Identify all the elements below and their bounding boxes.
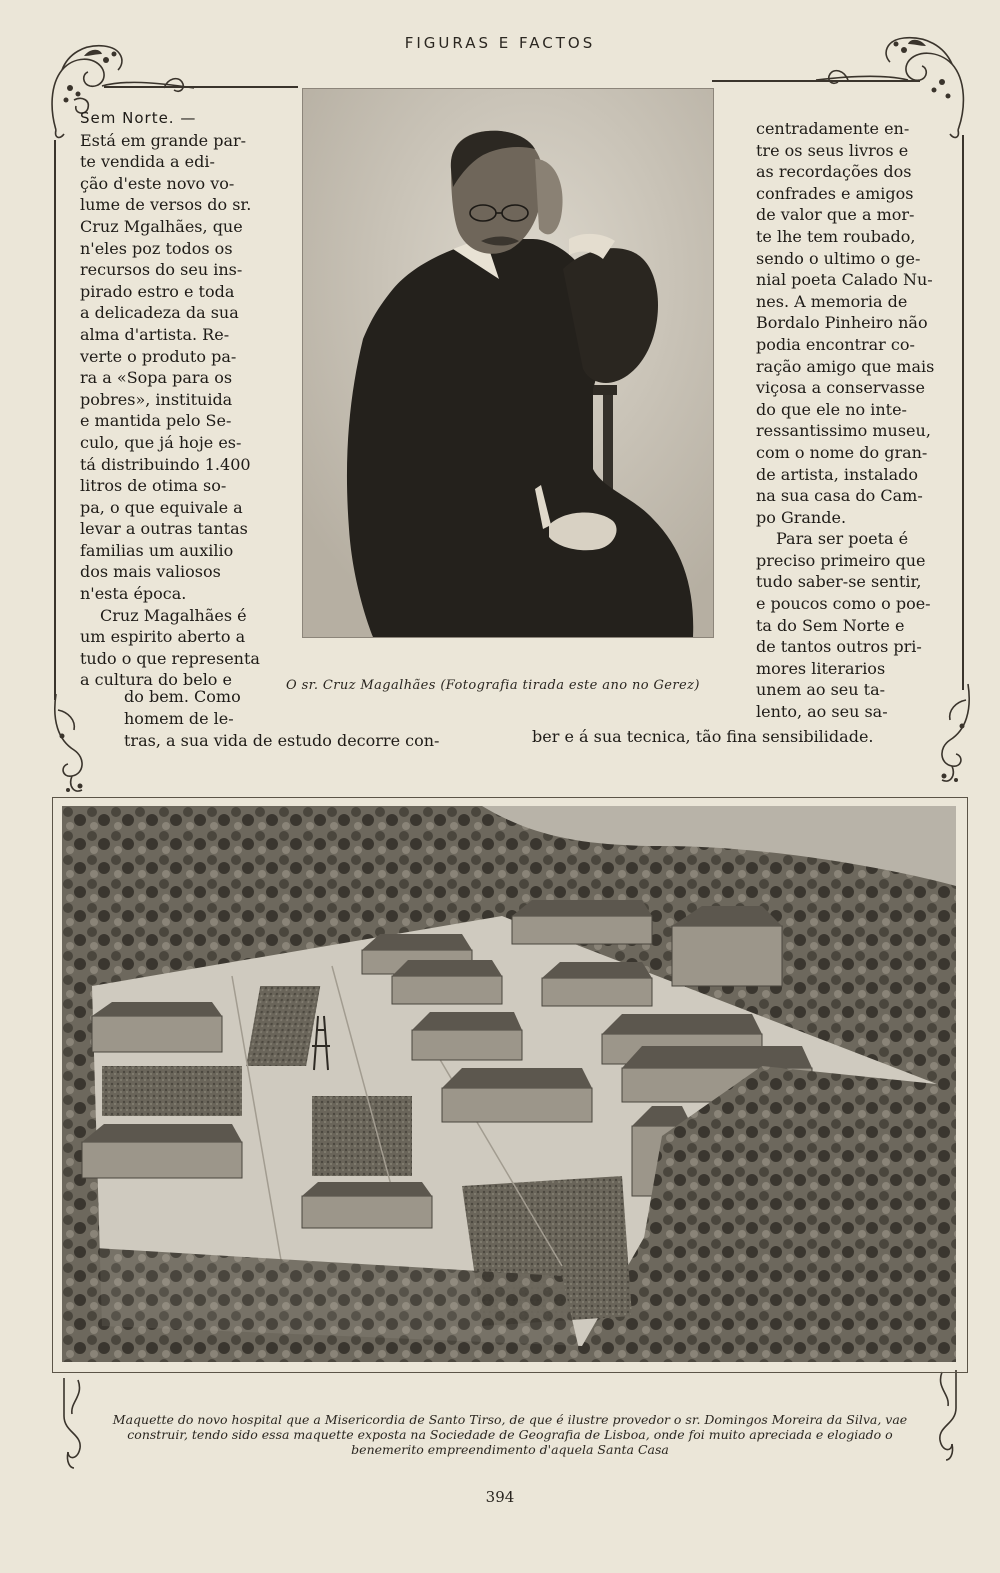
- frame-right-side: [962, 135, 964, 690]
- text-line: ração amigo que mais: [756, 356, 935, 376]
- text-line: recursos do seu ins-: [80, 260, 243, 280]
- text-line: ressantissimo museu,: [756, 421, 931, 441]
- text-line: culo, que já hoje es-: [80, 432, 242, 452]
- hospital-model-caption: Maquette do novo hospital que a Misericordia de Santo Tirso, de que é ilustre provedor o sr. Domingos Moreira da Silva, vae construir, tendo sido essa maquette exposta na Sociedade de Geografia de Lisboa, onde foi muito apreciada e elogiado o benemerito empreendimento d'aquela Santa Casa: [112, 1412, 908, 1457]
- text-line: te lhe tem roubado,: [756, 226, 916, 246]
- text-line: n'eles poz todos os: [80, 238, 233, 258]
- text-line: verte o produto pa-: [80, 346, 237, 366]
- text-line: ção d'este novo vo-: [80, 173, 235, 193]
- text-line: Para ser poeta é: [776, 529, 909, 549]
- text-line: alma d'artista. Re-: [80, 324, 230, 344]
- text-line: na sua casa do Cam-: [756, 486, 923, 506]
- text-line: com o nome do gran-: [756, 442, 928, 462]
- text-line: pobres», instituida: [80, 389, 233, 409]
- text-line: mores literarios: [756, 658, 886, 678]
- left-tail-line-2: homem de le-: [124, 709, 234, 728]
- left-tail-line-1: do bem. Como: [124, 687, 241, 706]
- text-line: Está em grande par-: [80, 130, 247, 150]
- text-line: ta do Sem Norte e: [756, 615, 905, 635]
- text-line: as recordações dos: [756, 162, 912, 182]
- text-line: centradamente en-: [756, 119, 910, 138]
- text-line: e poucos como o poe-: [756, 594, 931, 614]
- text-line: dos mais valiosos: [80, 562, 221, 582]
- text-line: de tantos outros pri-: [756, 637, 922, 657]
- left-article-column: [80, 108, 268, 691]
- text-line: po Grande.: [756, 507, 847, 527]
- portrait-caption: O sr. Cruz Magalhães (Fotografia tirada este ano no Gerez): [286, 678, 700, 693]
- right-tail-line: ber e á sua tecnica, tão fina sensibilidade.: [532, 727, 874, 746]
- scroll-ornament-mid-left-icon: [48, 690, 96, 800]
- text-line: de artista, instalado: [756, 464, 919, 484]
- text-line: a cultura do belo e: [80, 670, 232, 690]
- text-line: lento, ao seu sa-: [756, 702, 888, 722]
- text-line: a delicadeza da sua: [80, 303, 239, 323]
- text-line: nes. A memoria de: [756, 291, 908, 311]
- scroll-ornament-bottom-left-icon: [58, 1376, 88, 1472]
- text-line: unem ao seu ta-: [756, 680, 886, 700]
- text-line: ra a «Sopa para os: [80, 368, 233, 388]
- text-line: e mantida pelo Se-: [80, 411, 232, 431]
- text-line: Bordalo Pinheiro não: [756, 313, 928, 333]
- text-line: te vendida a edi-: [80, 152, 215, 172]
- article-title-line: Sem Norte. —: [80, 109, 197, 127]
- text-line: do que ele no inte-: [756, 399, 907, 419]
- text-line: pirado estro e toda: [80, 281, 235, 301]
- text-line: lume de versos do sr.: [80, 195, 252, 215]
- text-line: tá distribuindo 1.400: [80, 454, 251, 474]
- text-line: confrades e amigos: [756, 183, 914, 203]
- right-article-column: [756, 118, 942, 723]
- scroll-ornament-bottom-right-icon: [932, 1368, 962, 1464]
- portrait-photo: [302, 88, 714, 638]
- text-line: levar a outras tantas: [80, 519, 248, 539]
- text-line: podia encontrar co-: [756, 334, 915, 354]
- text-line: tudo saber-se sentir,: [756, 572, 922, 592]
- text-line: de valor que a mor-: [756, 205, 915, 225]
- text-line: litros de otima so-: [80, 476, 227, 496]
- text-line: pa, o que equivale a: [80, 497, 243, 517]
- left-tail-line-3: tras, a sua vida de estudo decorre con-: [124, 731, 440, 750]
- text-line: viçosa a conservasse: [756, 378, 925, 398]
- text-line: n'esta época.: [80, 584, 187, 604]
- text-line: Cruz Mgalhães, que: [80, 216, 243, 236]
- text-line: sendo o ultimo o ge-: [756, 248, 921, 268]
- text-line: tudo o que representa: [80, 648, 260, 668]
- page-number: 394: [485, 1488, 515, 1506]
- frame-left-side: [54, 140, 56, 700]
- text-line: nial poeta Calado Nu-: [756, 270, 933, 290]
- text-line: um espirito aberto a: [80, 627, 246, 647]
- text-line: tre os seus livros e: [756, 140, 909, 160]
- hospital-model-photo: [62, 806, 956, 1362]
- text-line: preciso primeiro que: [756, 550, 926, 570]
- page-header: FIGURAS E FACTOS: [404, 34, 596, 52]
- text-line: familias um auxilio: [80, 540, 234, 560]
- text-line: Cruz Magalhães é: [100, 605, 247, 625]
